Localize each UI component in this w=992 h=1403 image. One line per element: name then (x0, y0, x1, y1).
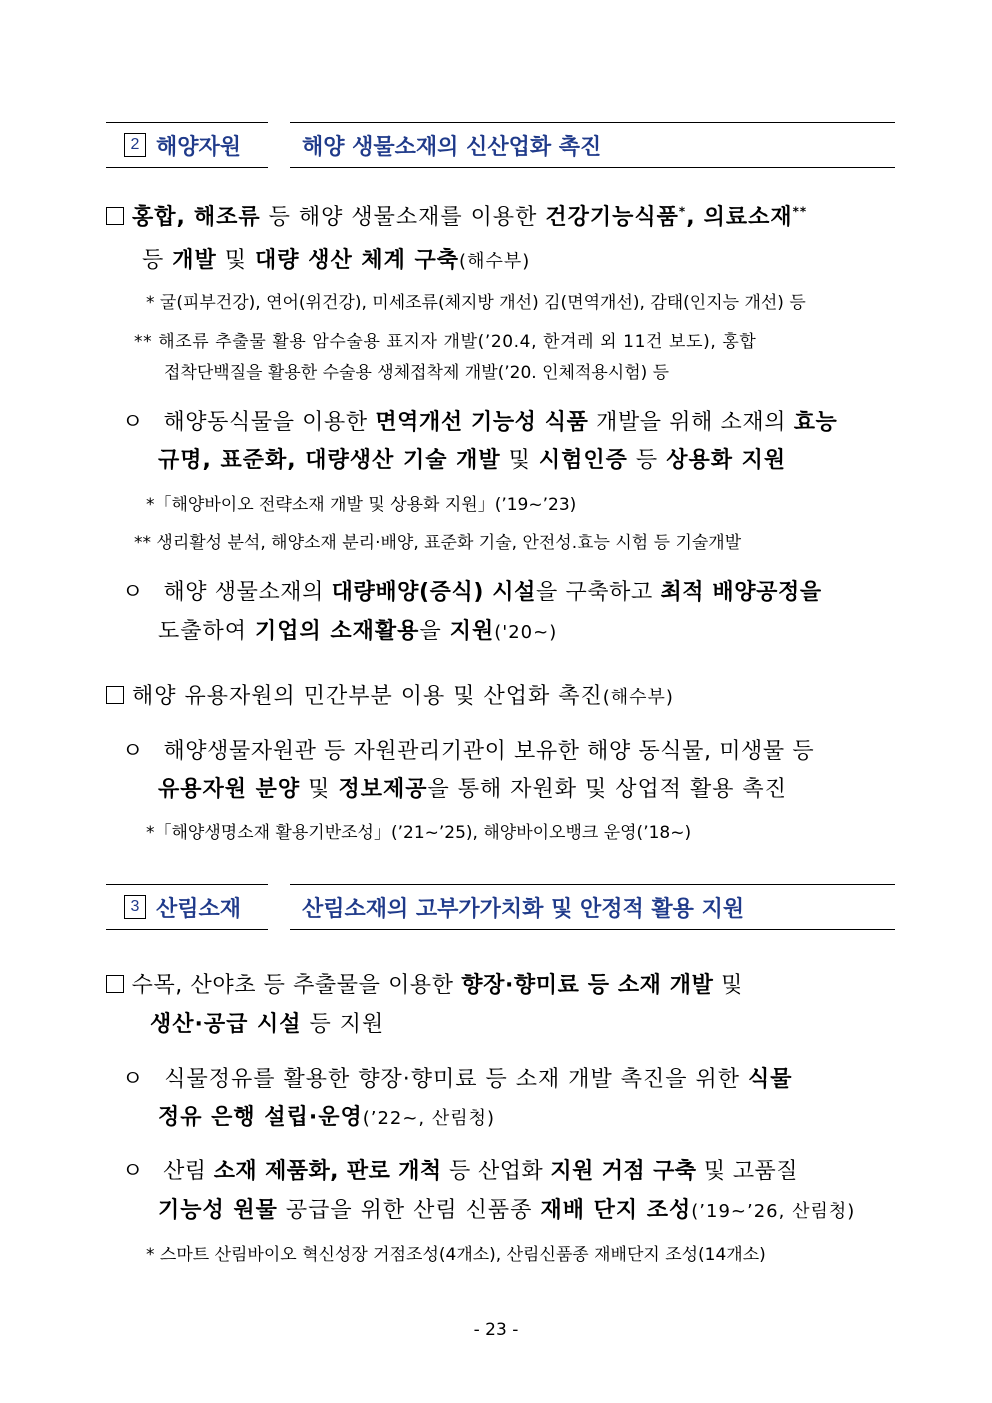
text-bold: 건강기능식품 (545, 205, 679, 230)
section-number: 2 (124, 133, 146, 157)
section-header-3 (106, 884, 895, 928)
sub-item-line (158, 772, 787, 803)
sub-item-line (122, 575, 822, 606)
circle-bullet-icon: ㅇ (122, 1067, 145, 1092)
text: 수목, 산야초 등 추출물을 이용한 (131, 973, 454, 998)
text: 을 통해 자원화 및 상업적 활용 촉진 (427, 777, 787, 802)
footnote: *「해양바이오 전략소재 개발 및 상용화 지원」(’19~’23) (146, 495, 577, 515)
footnote: *「해양생명소재 활용기반조성」(’21~’25), 해양바이오뱅크 운영(’18~) (146, 823, 692, 843)
sub-item-line (122, 1062, 793, 1093)
text-bold: 상용화 지원 (666, 448, 787, 473)
text-bold: 효능 (793, 410, 838, 435)
section-title-box (290, 122, 895, 168)
text-bold: 규명, 표준화, 대량생산 기술 개발 (158, 448, 501, 473)
text: (해수부) (459, 251, 531, 272)
page-number: - 23 - (473, 1320, 519, 1340)
text-bold: 최적 배양공정을 (660, 580, 822, 605)
section-number: 3 (124, 895, 146, 919)
text: 해양생물자원관 등 자원관리기관이 보유한 해양 동식물, 미생물 등 (163, 739, 815, 764)
text-bold: 기능성 원물 (158, 1198, 278, 1223)
text: 개발을 위해 소재의 (596, 410, 787, 435)
text-bold: 홍합, (132, 205, 186, 230)
sub-item-line (158, 614, 557, 645)
circle-bullet-icon: ㅇ (122, 580, 144, 605)
text-bold: 해조류 (193, 205, 261, 230)
section-title: 해양 생물소재의 신산업화 촉진 (302, 135, 602, 160)
footnote-mark: * (678, 204, 687, 219)
checkbox-bullet-icon (106, 686, 124, 704)
text-bold: 기업의 소재활용 (255, 619, 420, 644)
text: 을 (419, 619, 442, 644)
text-bold: 소재 제품화, 판로 개척 (213, 1159, 442, 1184)
footnote-mark: ** (792, 204, 808, 219)
text-bold: , (686, 205, 696, 230)
section-category: 해양자원 (156, 135, 242, 160)
text: 등 (142, 248, 165, 273)
item-line (106, 968, 743, 999)
sub-item-line (158, 443, 786, 474)
item-line (142, 243, 530, 274)
text: 해양 생물소재의 (163, 580, 325, 605)
text: 및 (224, 248, 248, 273)
text-bold: 정유 은행 설립·운영 (158, 1105, 363, 1130)
text: 등 지원 (309, 1012, 385, 1037)
text-bold: 식물 (748, 1067, 793, 1092)
text-bold: 면역개선 기능성 식품 (375, 410, 589, 435)
text-bold: 대량 생산 체계 구축 (255, 248, 460, 273)
item-line (150, 1007, 384, 1038)
section-category-box (106, 884, 268, 930)
circle-bullet-icon: ㅇ (122, 410, 144, 435)
circle-bullet-icon: ㅇ (122, 739, 144, 764)
circle-bullet-icon: ㅇ (122, 1159, 144, 1184)
text: 해양 유용자원의 민간부분 이용 및 산업화 촉진 (132, 684, 603, 709)
text: 및 (308, 777, 331, 802)
text: 도출하여 (158, 619, 248, 644)
sub-item-line (122, 1154, 798, 1185)
text: (’19~’26, 산림청) (691, 1201, 856, 1222)
section-category: 산림소재 (156, 897, 242, 922)
section-header-2 (106, 122, 895, 166)
text-bold: 지원 거점 구축 (550, 1159, 697, 1184)
footnote: ** 생리활성 분석, 해양소재 분리·배양, 표준화 기술, 안전성.효능 시험 등 기술개발 (134, 533, 742, 553)
footnote: * 굴(피부건강), 연어(위건강), 미세조류(체지방 개선) 김(면역개선), 감태(인지능 개선) 등 (146, 293, 806, 313)
text-bold: 정보제공 (338, 777, 428, 802)
footnote: ** 해조류 추출물 활용 암수술용 표지자 개발(’20.4, 한겨레 외 11건 보도), 홍합 (134, 332, 757, 352)
text: 및 고품질 (703, 1159, 798, 1184)
text: 등 (635, 448, 659, 473)
item-line (106, 200, 807, 231)
text: (해수부) (602, 687, 674, 708)
footnote: * 스마트 산림바이오 혁신성장 거점조성(4개소), 산림신품종 재배단지 조성(14개소) (146, 1245, 766, 1265)
text-bold: 의료소재 (703, 205, 793, 230)
text: 해양동식물을 이용한 (163, 410, 368, 435)
text: 식물정유를 활용한 향장·향미료 등 소재 개발 촉진을 위한 (164, 1067, 741, 1092)
text: 및 (721, 973, 743, 998)
text-bold: 지원 (449, 619, 495, 644)
section-category-box (106, 122, 268, 168)
text: 공급을 위한 산림 신품종 (285, 1198, 533, 1223)
checkbox-bullet-icon (106, 975, 124, 993)
text: 을 구축하고 (536, 580, 653, 605)
sub-item-line (158, 1193, 855, 1224)
checkbox-bullet-icon (106, 207, 124, 225)
text: ('20~) (494, 622, 558, 643)
text-bold: 개발 (172, 248, 217, 273)
text-bold: 시험인증 (538, 448, 628, 473)
text-bold: 향장·향미료 등 소재 개발 (461, 973, 714, 998)
text-bold: 유용자원 분양 (158, 777, 301, 802)
item-line (106, 679, 674, 710)
sub-item-line (158, 1100, 495, 1131)
sub-item-line (122, 734, 814, 765)
section-title: 산림소재의 고부가가치화 및 안정적 활용 지원 (302, 897, 745, 922)
text: 및 (508, 448, 531, 473)
text-bold: 생산·공급 시설 (150, 1012, 302, 1037)
text: (’22~, 산림청) (362, 1108, 496, 1129)
text-bold: 재배 단지 조성 (540, 1198, 692, 1223)
footnote: 접착단백질을 활용한 수술용 생체접착제 개발(’20. 인체적용시험) 등 (164, 363, 670, 383)
text: 등 해양 생물소재를 이용한 (268, 205, 538, 230)
sub-item-line (122, 405, 837, 436)
section-title-box (290, 884, 895, 930)
text: 산림 (163, 1159, 207, 1184)
text-bold: 대량배양(증식) 시설 (331, 580, 536, 605)
text: 등 산업화 (449, 1159, 544, 1184)
